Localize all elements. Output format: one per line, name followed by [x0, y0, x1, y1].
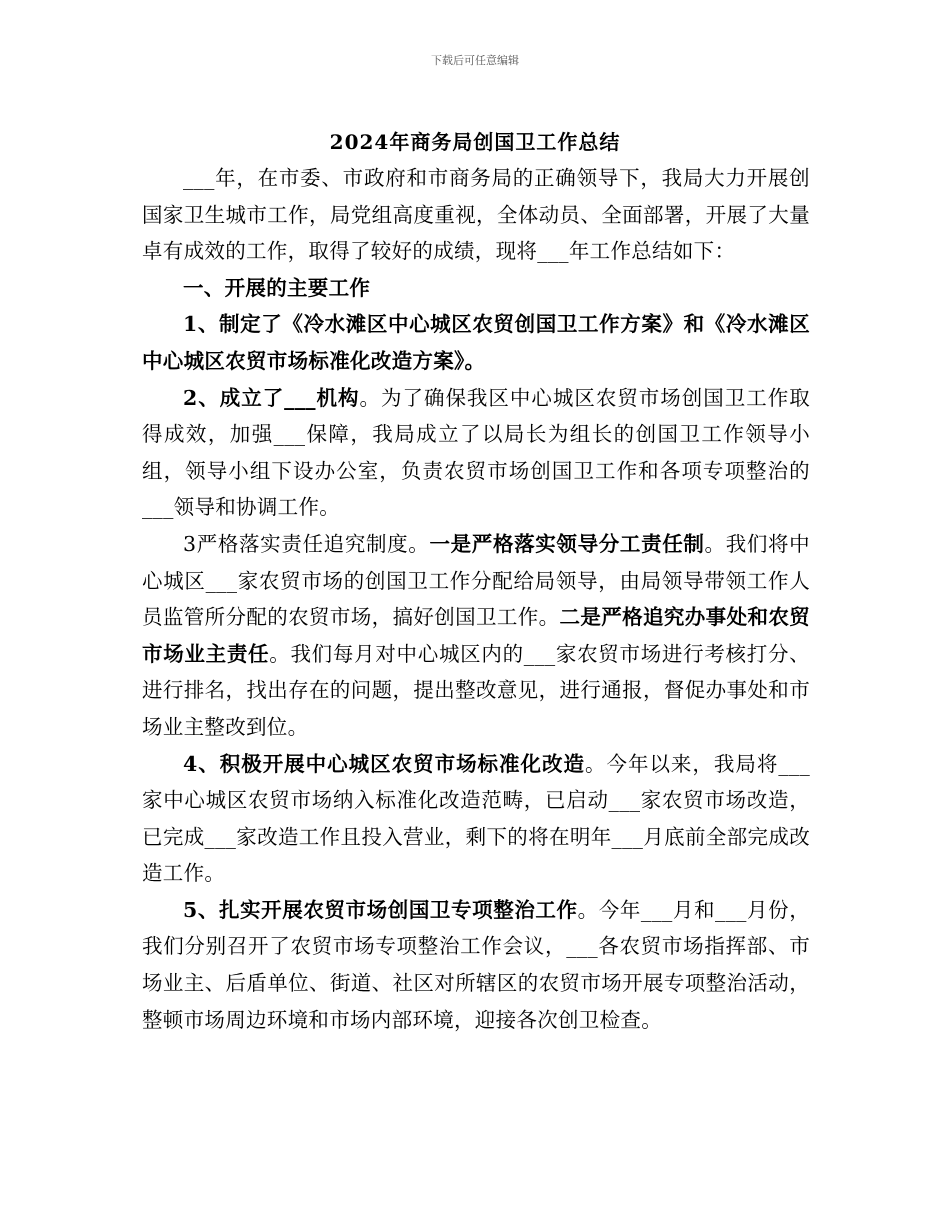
item-2-heading: 2、成立了___机构: [183, 385, 360, 410]
item-4-paragraph: [142, 746, 810, 892]
document-body: [142, 160, 810, 1038]
document-title: 2024年商务局创国卫工作总结: [329, 130, 621, 154]
section-heading: 一、开展的主要工作: [183, 275, 371, 300]
item-1-paragraph: 1、制定了《冷水滩区中心城区农贸创国卫工作方案》和《冷水滩区中心城区农贸市场标准化改造方案》。: [142, 312, 810, 373]
item-3-paragraph: [142, 526, 810, 746]
intro-paragraph: ___年，在市委、市政府和市商务局的正确领导下，我局大力开展创国家卫生城市工作，局党组高度重视，全体动员、全面部署，开展了大量卓有成效的工作，取得了较好的成绩，现将___年工作总结如下：: [142, 166, 810, 264]
item-5-heading: 5、扎实开展农贸市场创国卫专项整治工作: [183, 897, 578, 922]
item-3-point-2-text: 。我们每月对中心城区内的___家农贸市场进行考核打分、进行排名，找出存在的问题，提出整改意见，进行通报，督促办事处和市场业主整改到位。: [142, 641, 810, 739]
item-5-paragraph: [142, 892, 810, 1038]
item-3-lead: 3严格落实责任追究制度。: [183, 531, 430, 556]
item-4-heading: 4、积极开展中心城区农贸市场标准化改造: [183, 751, 585, 776]
item-3-point-1-heading: 一是严格落实领导分工责任制: [429, 531, 705, 556]
header-note: 下载后可任意编辑: [431, 54, 519, 67]
item-5-text: 。今年___月和___月份，我们分别召开了农贸市场专项整治工作会议，___各农贸市场指挥部、市场业主、后盾单位、街道、社区对所辖区的农贸市场开展专项整治活动，整顿市场周边环境和市场内部环境，迎接各次创卫检查。: [142, 897, 811, 1032]
item-2-paragraph: [142, 380, 810, 526]
item-3-point-2-heading: 二是严格追究办事处和农贸市场业主责任: [142, 605, 810, 666]
item-4-text: 。今年以来，我局将___家中心城区农贸市场纳入标准化改造范畴，已启动___家农贸市场改造，已完成___家改造工作且投入营业，剩下的将在明年___月底前全部完成改造工作。: [142, 751, 810, 886]
item-2-text: 。为了确保我区中心城区农贸市场创国卫工作取得成效，加强___保障，我局成立了以局长为组长的创国卫工作领导小组，领导小组下设办公室，负责农贸市场创国卫工作和各项专项整治的___领导和协调工作。: [142, 385, 810, 520]
item-3-point-1-text: 。我们将中心城区___家农贸市场的创国卫工作分配给局领导，由局领导带领工作人员监管所分配的农贸市场，搞好创国卫工作。: [142, 531, 810, 630]
